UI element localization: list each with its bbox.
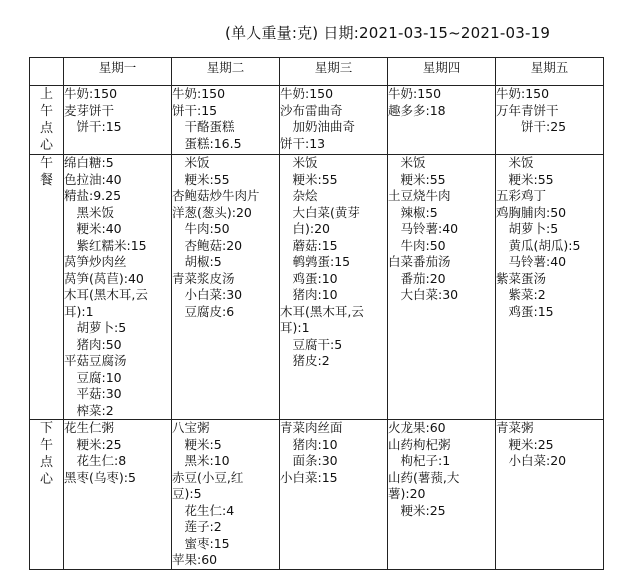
menu-line: 莴笋(莴苣):40 xyxy=(64,270,144,286)
meal-label-char: 心 xyxy=(39,138,53,153)
menu-line: 鹌鹑蛋:15 xyxy=(280,254,351,269)
menu-line: 鸡蛋:10 xyxy=(280,270,338,286)
menu-line: 牛奶:150 xyxy=(64,86,118,101)
menu-line: 粳米:40 xyxy=(64,221,122,236)
day-header: 星期三 xyxy=(280,58,388,86)
menu-line: 牛肉:50 xyxy=(388,237,446,253)
menu-line: 饼干:15 xyxy=(64,119,122,134)
menu-cell xyxy=(388,155,496,420)
menu-line: 饼干:25 xyxy=(496,119,567,134)
day-header: 星期四 xyxy=(388,58,496,86)
menu-cell xyxy=(64,420,172,570)
menu-line: 青菜粥 xyxy=(496,420,534,435)
menu-line: 小白菜:20 xyxy=(496,453,567,468)
menu-line: 山药(薯蓣,大 xyxy=(388,469,460,485)
menu-line: 猪肉:10 xyxy=(280,436,338,452)
menu-line: 胡椒:5 xyxy=(172,254,222,269)
meal-label xyxy=(30,420,64,570)
menu-line: 猪肉:10 xyxy=(280,287,338,302)
menu-line: 鸡胸脯肉:50 xyxy=(496,204,567,220)
menu-line: 万年青饼干 xyxy=(496,102,559,118)
menu-line: 白):20 xyxy=(280,221,330,236)
menu-cell xyxy=(64,86,172,155)
menu-line: 白菜番茄汤 xyxy=(388,254,451,269)
menu-line: 八宝粥 xyxy=(172,420,210,435)
menu-cell xyxy=(388,86,496,155)
menu-line: 牛肉:50 xyxy=(172,221,230,236)
menu-line: 紫菜蛋汤 xyxy=(496,270,547,286)
menu-line: 米饭 xyxy=(496,155,534,170)
menu-cell xyxy=(280,86,388,155)
menu-line: 黑枣(乌枣):5 xyxy=(64,469,136,485)
menu-line: 番茄:20 xyxy=(388,270,446,286)
menu-line: 牛奶:150 xyxy=(496,86,550,101)
menu-line: 猪皮:2 xyxy=(280,353,330,368)
menu-cell xyxy=(388,420,496,570)
menu-line: 杂烩 xyxy=(280,188,318,203)
menu-cell xyxy=(172,86,280,155)
menu-line: 牛奶:150 xyxy=(388,86,442,101)
meal-label-char: 上 xyxy=(39,87,53,102)
menu-line: 大白菜:30 xyxy=(388,287,459,302)
menu-line: 豆腐:10 xyxy=(64,369,122,385)
menu-line: 杏鲍菇炒牛肉片 xyxy=(172,188,260,203)
menu-cell xyxy=(496,155,604,420)
menu-line: 猪肉:50 xyxy=(64,336,122,352)
menu-line: 粳米:55 xyxy=(280,171,338,187)
menu-cell xyxy=(172,420,280,570)
menu-line: 杏鲍菇:20 xyxy=(172,237,243,253)
menu-line: 豆腐干:5 xyxy=(280,336,343,352)
menu-line: 胡萝卜:5 xyxy=(496,221,559,236)
menu-line: 小白菜:15 xyxy=(280,469,338,485)
weekly-menu-table xyxy=(29,57,604,570)
corner-cell xyxy=(30,58,64,86)
menu-line: 粳米:55 xyxy=(496,171,554,187)
menu-line: 面条:30 xyxy=(280,453,338,468)
menu-line: 米饭 xyxy=(172,155,210,170)
menu-line: 洋葱(葱头):20 xyxy=(172,204,252,220)
menu-line: 榨菜:2 xyxy=(64,402,114,418)
menu-line: 豆腐皮:6 xyxy=(172,303,235,319)
day-header: 星期五 xyxy=(496,58,604,86)
table-row xyxy=(30,86,604,155)
menu-line: 山药枸杞粥 xyxy=(388,436,451,452)
menu-line: 鸡蛋:15 xyxy=(496,303,554,319)
menu-line: 莲子:2 xyxy=(172,519,222,534)
meal-label-char: 午 xyxy=(39,104,53,119)
menu-line: 黑米饭 xyxy=(64,204,115,220)
menu-line: 粳米:5 xyxy=(172,436,222,452)
menu-line: 黑米:10 xyxy=(172,453,230,468)
menu-line: 粳米:55 xyxy=(388,171,446,187)
page-title: (单人重量:克) 日期:2021-03-15~2021-03-19 xyxy=(225,24,551,42)
meal-label-char: 点 xyxy=(39,121,53,136)
menu-line: 沙布雷曲奇 xyxy=(280,102,343,118)
meal-label-char: 下 xyxy=(39,421,53,436)
menu-line: 胡萝卜:5 xyxy=(64,320,127,335)
menu-line: 平菇豆腐汤 xyxy=(64,353,127,368)
menu-line: 花生仁粥 xyxy=(64,420,115,435)
menu-line: 饼干:15 xyxy=(172,102,218,118)
menu-line: 莴笋炒肉丝 xyxy=(64,254,127,269)
menu-line: 趣多多:18 xyxy=(388,102,446,118)
menu-line: 米饭 xyxy=(388,155,426,170)
menu-line: 豆):5 xyxy=(172,486,202,501)
menu-line: 大白菜(黄芽 xyxy=(280,204,360,220)
menu-line: 牛奶:150 xyxy=(280,86,334,101)
menu-line: 苹果:60 xyxy=(172,552,218,567)
meal-label-char: 点 xyxy=(39,455,53,470)
menu-line: 青菜肉丝面 xyxy=(280,420,343,435)
menu-line: 色拉油:40 xyxy=(64,171,122,187)
menu-cell xyxy=(496,420,604,570)
menu-line: 牛奶:150 xyxy=(172,86,226,101)
menu-line: 耳):1 xyxy=(280,320,310,335)
menu-line: 木耳(黑木耳,云 xyxy=(280,303,364,319)
menu-line: 蜜枣:15 xyxy=(172,535,230,551)
menu-line: 蛋糕:16.5 xyxy=(172,135,242,151)
menu-cell xyxy=(280,420,388,570)
menu-line: 土豆烧牛肉 xyxy=(388,188,451,203)
table-row xyxy=(30,155,604,420)
table-header-row xyxy=(30,58,604,86)
menu-line: 精盐:9.25 xyxy=(64,188,122,203)
day-header: 星期一 xyxy=(64,58,172,86)
menu-line: 加奶油曲奇 xyxy=(280,119,356,134)
menu-cell xyxy=(64,155,172,420)
menu-line: 粳米:25 xyxy=(388,502,446,518)
menu-line: 饼干:13 xyxy=(280,135,326,151)
menu-line: 平菇:30 xyxy=(64,386,122,401)
menu-line: 马铃薯:40 xyxy=(496,254,567,269)
menu-line: 黄瓜(胡瓜):5 xyxy=(496,237,581,253)
menu-line: 蘑菇:15 xyxy=(280,237,338,253)
menu-line: 米饭 xyxy=(280,155,318,170)
meal-label-char: 餐 xyxy=(39,173,53,188)
menu-line: 绵白糖:5 xyxy=(64,155,114,170)
menu-line: 花生仁:8 xyxy=(64,453,127,468)
menu-cell xyxy=(496,86,604,155)
table-row xyxy=(30,420,604,570)
meal-label-char: 午 xyxy=(39,156,53,171)
menu-line: 小白菜:30 xyxy=(172,287,243,302)
menu-line: 薯):20 xyxy=(388,486,426,501)
menu-line: 耳):1 xyxy=(64,303,94,319)
menu-line: 粳米:25 xyxy=(496,436,554,452)
menu-line: 马铃薯:40 xyxy=(388,221,459,236)
menu-line: 粳米:25 xyxy=(64,436,122,452)
meal-label-char: 心 xyxy=(39,472,53,487)
day-header: 星期二 xyxy=(172,58,280,86)
menu-line: 干酪蛋糕 xyxy=(172,119,235,134)
menu-line: 五彩鸡丁 xyxy=(496,188,547,203)
menu-line: 紫菜:2 xyxy=(496,287,546,302)
menu-line: 花生仁:4 xyxy=(172,502,235,518)
menu-cell xyxy=(280,155,388,420)
menu-line: 火龙果:60 xyxy=(388,420,446,435)
meal-label xyxy=(30,86,64,155)
menu-line: 紫红糯米:15 xyxy=(64,237,147,253)
menu-line: 麦芽饼干 xyxy=(64,102,115,118)
menu-cell xyxy=(172,155,280,420)
menu-line: 青菜浆皮汤 xyxy=(172,270,235,286)
meal-label xyxy=(30,155,64,420)
menu-line: 枸杞子:1 xyxy=(388,453,451,468)
menu-line: 赤豆(小豆,红 xyxy=(172,469,244,485)
menu-line: 辣椒:5 xyxy=(388,204,438,220)
meal-label-char: 午 xyxy=(39,438,53,453)
menu-line: 木耳(黑木耳,云 xyxy=(64,287,148,302)
menu-line: 粳米:55 xyxy=(172,171,230,187)
